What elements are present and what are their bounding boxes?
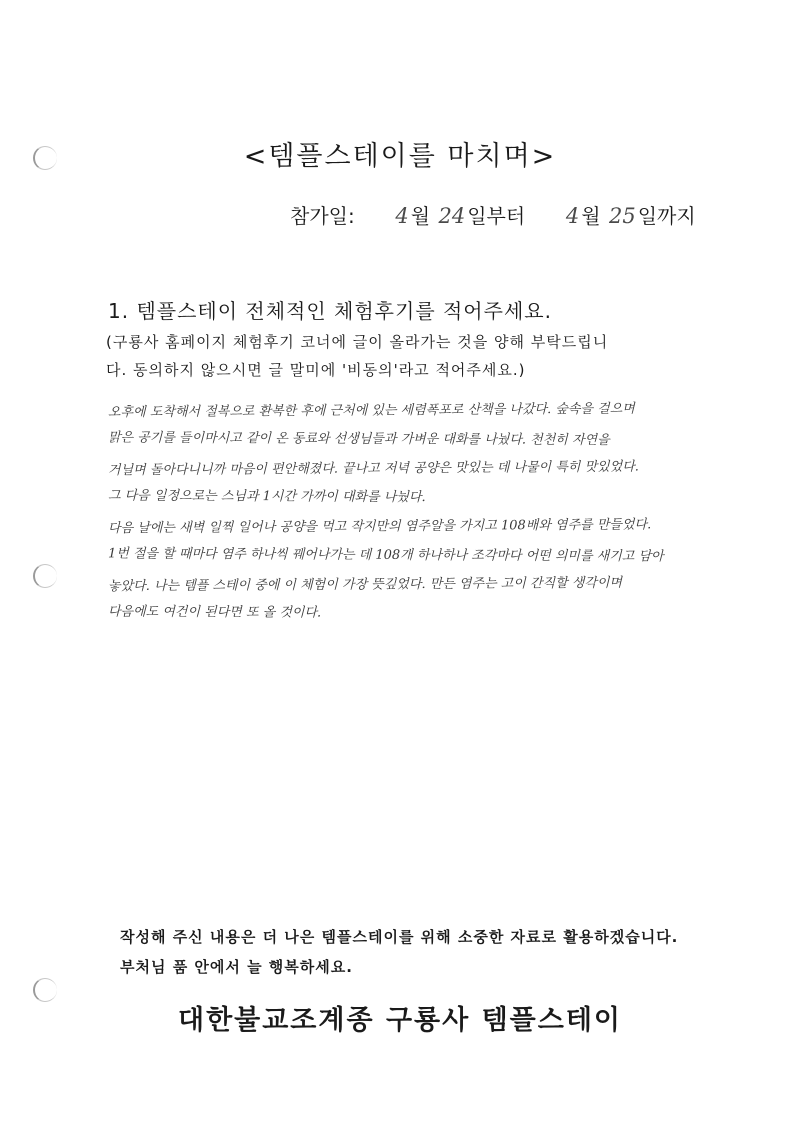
- question-note-line: 다. 동의하지 않으시면 글 말미에 '비동의'라고 적어주세요.): [106, 361, 526, 379]
- answer-line: 놓았다. 나는 템플 스테이 중에 이 체험이 가장 뜻깊었다. 만든 염주는 고이 간직할 생각이며: [107, 575, 623, 595]
- punch-hole-mark: [33, 564, 57, 588]
- organization-name: 대한불교조계종 구룡사 템플스테이: [177, 1005, 623, 1036]
- start-month-value: 4: [395, 204, 409, 228]
- question-note-line: (구룡사 홈페이지 체험후기 코너에 글이 올라가는 것을 양해 부탁드립니: [106, 333, 609, 351]
- footer-notes: [120, 922, 678, 982]
- until-label: 일까지: [637, 204, 696, 228]
- end-day-value: 25: [608, 204, 636, 228]
- answer-line: 다음에도 여건이 된다면 또 올 것이다.: [107, 604, 322, 621]
- footer-note-line: 작성해 주신 내용은 더 나은 템플스테이를 위해 소중한 자료로 활용하겠습니다.: [120, 928, 679, 946]
- footer-note-line: 부처님 품 안에서 늘 행복하세요.: [120, 958, 353, 976]
- answer-line: 1번 절을 할 때마다 염주 하나씩 꿰어나가는 데 108개 하나하나 조각마다 어떤 의미를 새기고 담아: [107, 546, 664, 565]
- answer-line: 오후에 도착해서 절복으로 환복한 후에 근처에 있는 세렴폭포로 산책을 나갔다. 숲속을 걸으며: [107, 401, 635, 421]
- answer-line: 거닐며 돌아다니니까 마음이 편안해졌다. 끝나고 저녁 공양은 맛있는 데 나물이 특히 맛있었다.: [107, 459, 639, 479]
- question-note: [106, 328, 706, 384]
- end-month-value: 4: [565, 204, 580, 228]
- participation-dates: [290, 200, 696, 229]
- answer-line: 다음 날에는 새벽 일찍 일어나 공양을 먹고 작지만의 염주알을 가지고 108배와 염주를 만들었다.: [107, 517, 652, 537]
- page-title: <템플스테이를 마치며>: [243, 141, 557, 172]
- month-label: 월: [410, 204, 431, 228]
- start-day-value: 24: [438, 204, 466, 228]
- question-title: 1. 템플스테이 전체적인 체험후기를 적어주세요.: [108, 299, 552, 323]
- answer-line: 맑은 공기를 들이마시고 같이 온 동료와 선생님들과 가벼운 대화를 나눴다. 천천히 자연을: [107, 430, 610, 449]
- month-label: 월: [581, 204, 601, 228]
- participation-label: 참가일:: [290, 204, 355, 228]
- answer-line: 그 다음 일정으로는 스님과 1시간 가까이 대화를 나눴다.: [107, 488, 426, 506]
- handwritten-answer: [108, 396, 728, 628]
- from-label: 일부터: [467, 204, 526, 228]
